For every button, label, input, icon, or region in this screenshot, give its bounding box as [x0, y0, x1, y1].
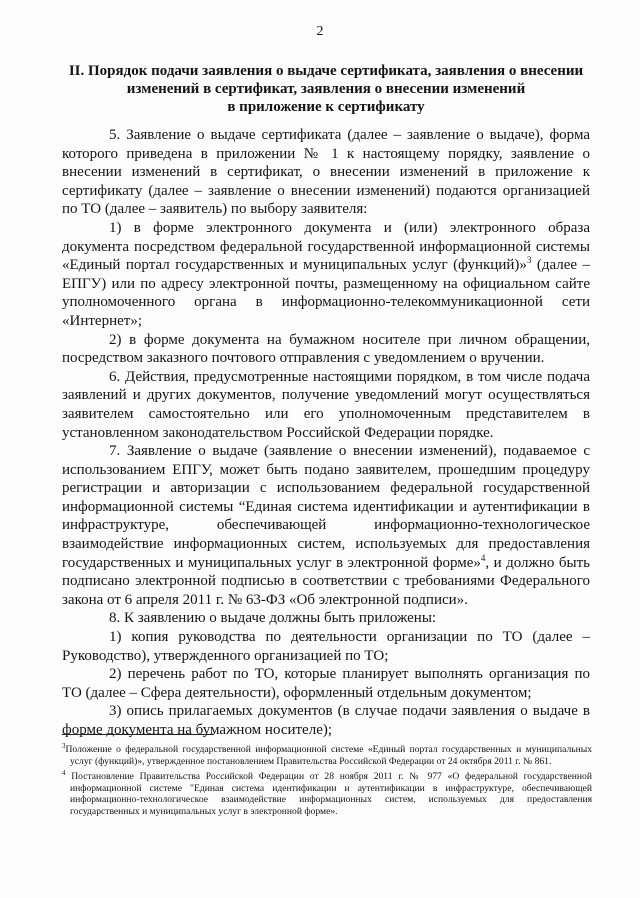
- paragraph-text-continued: , и должно быть подписано электронной подписью в соответствии с требованиями Федерального закона от 6 апреля 2011 г. № 63-ФЗ «Об электронной подписи».: [62, 554, 590, 608]
- paragraph-5-item-1: [62, 219, 590, 331]
- paragraph-text: 1) в форме электронного документа и (или) электронного образа документа посредством федеральной государственной информационной системы «Единый портал государственных и муниципальных услуг (функций)»: [62, 219, 590, 274]
- paragraph-text: 7. Заявление о выдаче (заявление о внесении изменений), подаваемое с использованием ЕПГУ, может быть подано заявителем, прошедшим процедуру регистрации и авторизации с использованием федеральной государственной информационной системы “Единая система идентификации и аутентификации в инфраструктуре, обеспечивающей информационно-технологическое взаимодействие информационных систем, используемых для предоставления государственных и муниципальных услуг в электронной форме»: [62, 443, 590, 571]
- section-title-line-1: II. Порядок подачи заявления о выдаче сертификата, заявления о внесении: [68, 63, 584, 79]
- paragraph-5: [62, 126, 590, 219]
- section-title: [62, 62, 590, 116]
- document-body: [62, 126, 590, 740]
- footnote-mark: 4: [62, 769, 66, 777]
- paragraph-5-item-2: [62, 331, 590, 368]
- paragraph-8-item-2: [62, 665, 590, 702]
- paragraph-text: 2) перечень работ по ТО, которые планирует выполнять организация по ТО (далее – Сфера деятельности), оформленный отдельным документом;: [62, 666, 590, 701]
- footnote-3: [62, 741, 592, 767]
- paragraph-text: 8. К заявлению о выдаче должны быть приложены:: [109, 610, 437, 627]
- paragraph-text: 3) опись прилагаемых документов (в случае подачи заявления о выдаче в форме документа на бумажном носителе);: [62, 703, 590, 738]
- footnotes: [62, 741, 592, 822]
- paragraph-text: 1) копия руководства по деятельности организации по ТО (далее – Руководство), утвержденного организацией по ТО;: [62, 629, 590, 664]
- footnote-separator: [62, 734, 214, 735]
- paragraph-6: [62, 368, 590, 442]
- paragraph-8-item-1: [62, 628, 590, 665]
- paragraph-8: [62, 609, 590, 628]
- footnote-mark: 3: [62, 741, 66, 750]
- section-title-line-3: в приложение к сертификату: [227, 99, 425, 115]
- paragraph-text: 6. Действия, предусмотренные настоящими порядком, в том числе подача заявлений и других документов, получение уведомлений могут осуществляться заявителем самостоятельно или его уполномоченным представителем в установленном законодательством Российской Федерации порядке.: [62, 368, 590, 441]
- footnote-text: Постановление Правительства Российской Федерации от 28 ноября 2011 г. № 977 «О федеральной государственной информационной системе "Единая система идентификации и аутентификации в инфраструктуре, обеспечивающей информационно-технологическое взаимодействие информационных систем, используемых для предоставления государственных и муниципальных услуг в электронной форме».: [70, 771, 592, 817]
- footnote-ref-3: 3: [526, 255, 532, 266]
- footnote-text: Положение о федеральной государственной информационной системе «Единый портал государственных и муниципальных услуг (функций)», утвержденное постановлением Правительства Российской Федерации от 24 октября 2011 г. № 861.: [65, 744, 592, 767]
- paragraph-text: 2) в форме документа на бумажном носителе при личном обращении, посредством заказного почтового отправления с уведомлением о вручении.: [62, 331, 590, 367]
- footnote-4: [62, 771, 592, 817]
- footnote-ref-4: 4: [480, 552, 486, 563]
- paragraph-text-continued: (далее – ЕПГУ) или по адресу электронной почты, размещенному на официальном сайте уполномоченного органа в информационно-телекоммуникационной сети «Интернет»;: [62, 257, 590, 329]
- paragraph-7: [62, 442, 590, 609]
- section-title-line-2: изменений в сертификат, заявления о внесении изменений: [126, 81, 526, 97]
- paragraph-text: 5. Заявление о выдаче сертификата (далее – заявление о выдаче), форма которого приведена в приложении № 1 к настоящему порядку, заявление о внесении изменений в сертификат, о внесении изменений в приложение к сертификату (далее – заявление о внесении изменений) подаются организацией по ТО (далее – заявитель) по выбору заявителя:: [62, 127, 590, 218]
- page-number: 2: [316, 24, 324, 39]
